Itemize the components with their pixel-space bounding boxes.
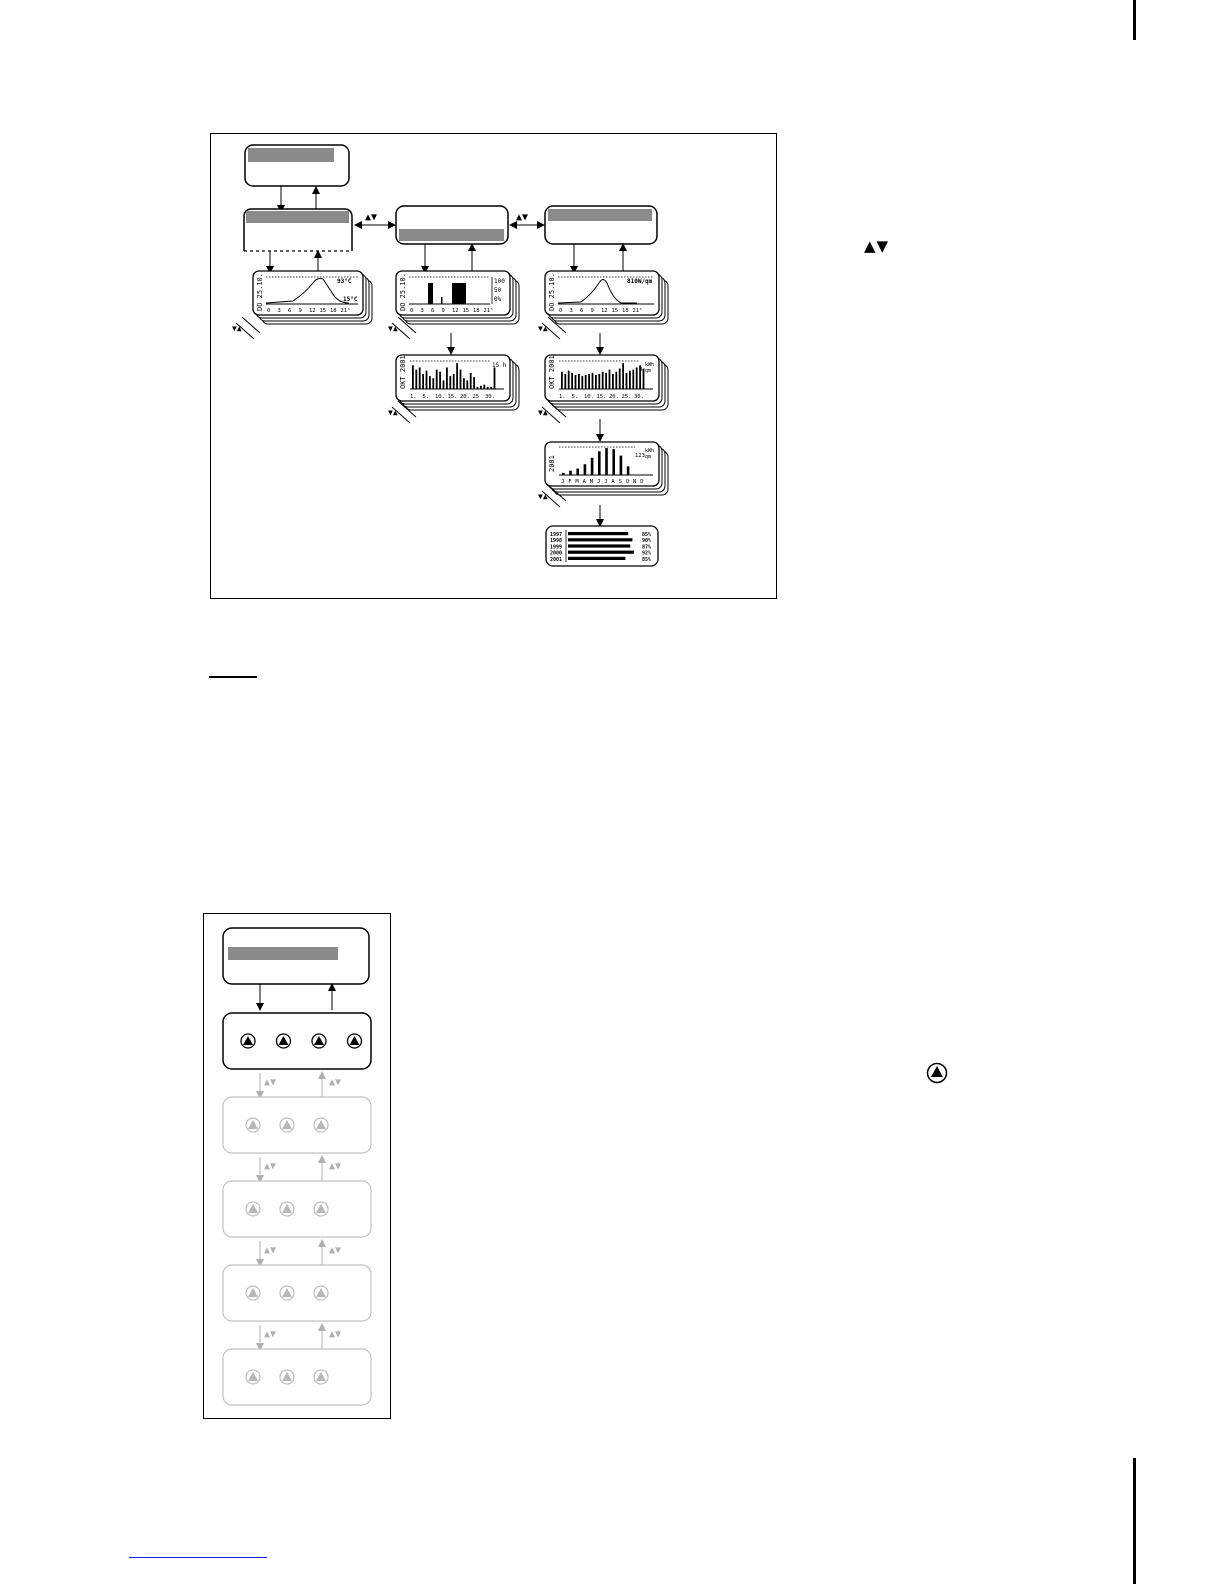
month-tick-label: S bbox=[618, 479, 622, 485]
pump-row-box bbox=[223, 1097, 371, 1153]
flip-arrows-icon: ▼▲ bbox=[232, 324, 242, 333]
runtime-block bbox=[452, 283, 466, 304]
history-year-label: 1998 bbox=[550, 538, 563, 545]
nav-arrows-icon: ▲▼ bbox=[329, 1161, 342, 1172]
x-tick-label: 15. bbox=[447, 394, 458, 400]
unit-label: kWh bbox=[645, 362, 655, 368]
x-tick-label: 30. bbox=[634, 394, 644, 400]
runtime-day-bar bbox=[487, 387, 489, 389]
runtime-day-bar bbox=[446, 367, 448, 389]
unit-label: kWh bbox=[645, 448, 655, 454]
runtime-day-bar bbox=[443, 380, 445, 389]
energy-month-bar bbox=[598, 451, 601, 475]
energy-month-bar bbox=[620, 456, 623, 475]
history-year-label: 2000 bbox=[550, 550, 563, 557]
energy-day-bar bbox=[578, 374, 580, 389]
x-tick-label: 21ʰ bbox=[483, 308, 494, 314]
energy-month-bar bbox=[576, 469, 579, 475]
pump-select-diagram-graphics bbox=[203, 913, 391, 1419]
history-year-label: 2001 bbox=[550, 556, 563, 563]
energy-day-bar bbox=[571, 373, 573, 389]
energy-day-bar bbox=[629, 371, 631, 389]
menu-flow-diagram-graphics bbox=[210, 133, 777, 599]
x-tick-label: 6 bbox=[580, 308, 584, 314]
energy-month-bar bbox=[584, 464, 587, 475]
menu-box-right bbox=[545, 206, 657, 244]
runtime-block bbox=[441, 297, 443, 304]
history-value-label: 90% bbox=[642, 538, 652, 545]
history-year-label: 1997 bbox=[550, 532, 563, 538]
unit-label: qm bbox=[645, 454, 652, 460]
runtime-day-bar bbox=[477, 387, 479, 389]
x-tick-label: 3 bbox=[569, 308, 573, 314]
pump-menu-box bbox=[223, 928, 369, 984]
footer-link-underline[interactable] bbox=[129, 1557, 267, 1558]
value-label: 123 bbox=[635, 453, 645, 459]
pump-row-box bbox=[223, 1265, 371, 1321]
nav-arrows-icon: ▲▼ bbox=[329, 1245, 342, 1256]
irradiance-value-label: 810W/qm bbox=[627, 278, 653, 285]
runtime-day-bar bbox=[426, 371, 428, 389]
screen-date-label: DO 25.10. bbox=[548, 273, 556, 311]
temperature-day-screen bbox=[253, 271, 372, 324]
month-tick-label: J bbox=[604, 479, 608, 485]
x-tick-label: 1. bbox=[410, 394, 417, 400]
menu-box-top bbox=[245, 145, 349, 186]
x-tick-label: 18 bbox=[330, 308, 337, 314]
history-value-label: 85% bbox=[642, 556, 652, 563]
energy-month-bar bbox=[627, 466, 630, 475]
x-tick-label: 3 bbox=[420, 308, 424, 314]
scale-top-label: 100 bbox=[494, 278, 505, 285]
irradiance-day-screen bbox=[545, 271, 668, 324]
x-tick-label: 12 bbox=[601, 308, 608, 314]
energy-day-bar bbox=[595, 375, 597, 389]
history-bar bbox=[568, 557, 625, 560]
max-temp-label: 93°C bbox=[337, 278, 352, 285]
min-temp-label: 15°C bbox=[343, 296, 358, 303]
energy-day-bar bbox=[585, 375, 587, 389]
nav-arrows-legend-icon: ▲▼ bbox=[864, 237, 890, 255]
energy-day-bar bbox=[568, 371, 570, 389]
x-tick-label: 20. bbox=[609, 394, 619, 400]
flip-arrows-icon: ▼▲ bbox=[538, 324, 548, 333]
flip-arrows-icon: ▼▲ bbox=[538, 492, 548, 501]
x-tick-label: 25 bbox=[472, 394, 480, 400]
x-tick-label: 15 bbox=[319, 308, 327, 314]
energy-day-bar bbox=[605, 373, 607, 389]
energy-day-bar bbox=[612, 374, 614, 389]
energy-month-bar bbox=[591, 458, 594, 475]
month-tick-label: J bbox=[597, 479, 601, 485]
month-tick-label: F bbox=[568, 479, 572, 485]
energy-month-screen bbox=[545, 355, 668, 410]
page-edge-mark-bottom bbox=[1133, 1458, 1136, 1584]
screen-date-label: DO 25.10. bbox=[399, 273, 407, 311]
pump-runtime-day-screen bbox=[396, 271, 519, 324]
x-tick-label: 0 bbox=[410, 308, 414, 314]
menu-box-middle bbox=[396, 206, 508, 244]
history-value-label: 85% bbox=[642, 532, 652, 538]
runtime-day-bar bbox=[453, 374, 455, 389]
month-tick-label: O bbox=[625, 479, 630, 485]
runtime-day-bar bbox=[422, 374, 424, 389]
x-tick-label: 1. bbox=[559, 394, 566, 400]
history-year-label: 1999 bbox=[550, 544, 563, 551]
screen-period-label: 2001 bbox=[548, 455, 556, 472]
history-screen bbox=[546, 526, 658, 566]
scale-bottom-label: 0% bbox=[494, 296, 502, 303]
runtime-day-bar bbox=[419, 367, 421, 389]
runtime-day-bar bbox=[463, 378, 465, 389]
x-tick-label: 21ʰ bbox=[632, 308, 643, 314]
month-tick-label: N bbox=[633, 479, 637, 485]
runtime-day-bar bbox=[436, 370, 438, 389]
unit-label: qm bbox=[645, 368, 652, 374]
energy-month-bar bbox=[612, 449, 615, 475]
x-tick-label: 6 bbox=[288, 308, 292, 314]
runtime-day-bar bbox=[429, 376, 431, 389]
month-tick-label: M bbox=[575, 479, 579, 485]
screen-period-label: OKT 2001 bbox=[399, 355, 407, 389]
x-tick-label: 18 bbox=[473, 308, 480, 314]
pump-legend-icon bbox=[926, 1062, 948, 1084]
x-tick-label: 25. bbox=[621, 394, 632, 400]
energy-day-bar bbox=[636, 367, 638, 389]
energy-day-bar bbox=[615, 372, 617, 389]
screen-date-label: DO 25.10. bbox=[256, 273, 264, 311]
runtime-day-bar bbox=[460, 370, 462, 389]
x-tick-label: 15 bbox=[462, 308, 470, 314]
month-tick-label: J bbox=[561, 479, 565, 485]
history-bar bbox=[568, 538, 632, 541]
runtime-day-bar bbox=[456, 363, 458, 389]
energy-day-bar bbox=[581, 376, 583, 389]
x-tick-label: 21ʰ bbox=[340, 308, 351, 314]
month-tick-label: M bbox=[589, 479, 594, 485]
month-tick-label: D bbox=[640, 479, 644, 485]
x-tick-label: 3 bbox=[277, 308, 281, 314]
flip-arrows-icon: ▼▲ bbox=[538, 408, 548, 417]
x-tick-label: 9 bbox=[441, 308, 445, 314]
runtime-day-bar bbox=[415, 370, 417, 389]
nav-arrows-icon: ▲▼ bbox=[264, 1077, 277, 1088]
energy-day-bar bbox=[561, 372, 563, 389]
energy-month-bar bbox=[569, 471, 572, 475]
flip-arrows-icon: ▼▲ bbox=[388, 324, 398, 333]
runtime-day-bar bbox=[439, 372, 441, 389]
page-edge-mark-top bbox=[1133, 0, 1136, 40]
runtime-day-bar bbox=[480, 386, 482, 389]
runtime-day-bar bbox=[473, 377, 475, 389]
runtime-day-bar bbox=[449, 376, 451, 389]
runtime-month-screen bbox=[396, 355, 519, 410]
x-tick-label: 6 bbox=[431, 308, 435, 314]
runtime-day-bar bbox=[470, 373, 472, 389]
history-bar bbox=[568, 544, 630, 547]
energy-day-bar bbox=[632, 370, 634, 389]
nav-arrows-icon: ▲▼ bbox=[264, 1245, 277, 1256]
energy-year-screen bbox=[545, 442, 668, 495]
energy-day-bar bbox=[598, 374, 600, 389]
energy-day-bar bbox=[609, 370, 611, 389]
runtime-day-bar bbox=[432, 378, 434, 389]
runtime-day-bar bbox=[412, 365, 414, 389]
runtime-day-bar bbox=[494, 367, 496, 389]
heading-underline bbox=[209, 676, 257, 678]
x-tick-label: 15 bbox=[611, 308, 619, 314]
runtime-day-bar bbox=[490, 387, 492, 389]
nav-arrows-icon: ▲▼ bbox=[329, 1077, 342, 1088]
energy-day-bar bbox=[588, 374, 590, 389]
month-tick-label: A bbox=[611, 479, 615, 485]
x-tick-label: 5. bbox=[571, 394, 579, 400]
nav-arrows-icon: ▲▼ bbox=[264, 1161, 277, 1172]
value-label: 4 bbox=[639, 367, 643, 373]
screen-period-label: OKT 2001 bbox=[548, 355, 556, 389]
history-bar bbox=[568, 532, 628, 535]
value-label: 15 h bbox=[492, 362, 507, 369]
history-value-label: 87% bbox=[642, 544, 652, 551]
energy-day-bar bbox=[564, 374, 566, 389]
x-tick-label: 9 bbox=[590, 308, 594, 314]
nav-arrows-icon: ▲▼ bbox=[329, 1329, 342, 1340]
energy-day-bar bbox=[602, 372, 604, 389]
pump-row-box bbox=[223, 1349, 371, 1405]
flip-arrows-icon: ▼▲ bbox=[388, 408, 398, 417]
energy-day-bar bbox=[626, 373, 628, 389]
history-value-label: 92% bbox=[642, 550, 652, 557]
nav-arrows-left-icon: ▲▼ bbox=[365, 212, 378, 223]
runtime-day-bar bbox=[483, 385, 485, 389]
history-bar bbox=[568, 551, 634, 554]
x-tick-label: 12 bbox=[452, 308, 459, 314]
runtime-day-bar bbox=[466, 380, 468, 389]
pump-row-box bbox=[223, 1181, 371, 1237]
x-tick-label: 9 bbox=[298, 308, 302, 314]
x-tick-label: 30. bbox=[485, 394, 495, 400]
x-tick-label: 15. bbox=[596, 394, 607, 400]
energy-day-bar bbox=[619, 369, 621, 389]
x-tick-label: 0 bbox=[559, 308, 563, 314]
runtime-block bbox=[428, 283, 433, 304]
month-tick-label: A bbox=[582, 479, 586, 485]
x-tick-label: 20. bbox=[460, 394, 470, 400]
energy-day-bar bbox=[592, 373, 594, 389]
energy-day-bar bbox=[575, 375, 577, 389]
x-tick-label: 12 bbox=[309, 308, 316, 314]
energy-day-bar bbox=[622, 363, 624, 389]
menu-box-left bbox=[244, 209, 352, 251]
nav-arrows-right-icon: ▲▼ bbox=[516, 212, 529, 223]
x-tick-label: 10. bbox=[584, 394, 594, 400]
nav-arrows-icon: ▲▼ bbox=[264, 1329, 277, 1340]
x-tick-label: 5. bbox=[422, 394, 430, 400]
scale-mid-label: 50 bbox=[494, 287, 502, 294]
energy-month-bar bbox=[605, 448, 608, 475]
x-tick-label: 0 bbox=[267, 308, 271, 314]
energy-month-bar bbox=[562, 473, 565, 475]
x-tick-label: 18 bbox=[622, 308, 629, 314]
x-tick-label: 10. bbox=[435, 394, 445, 400]
